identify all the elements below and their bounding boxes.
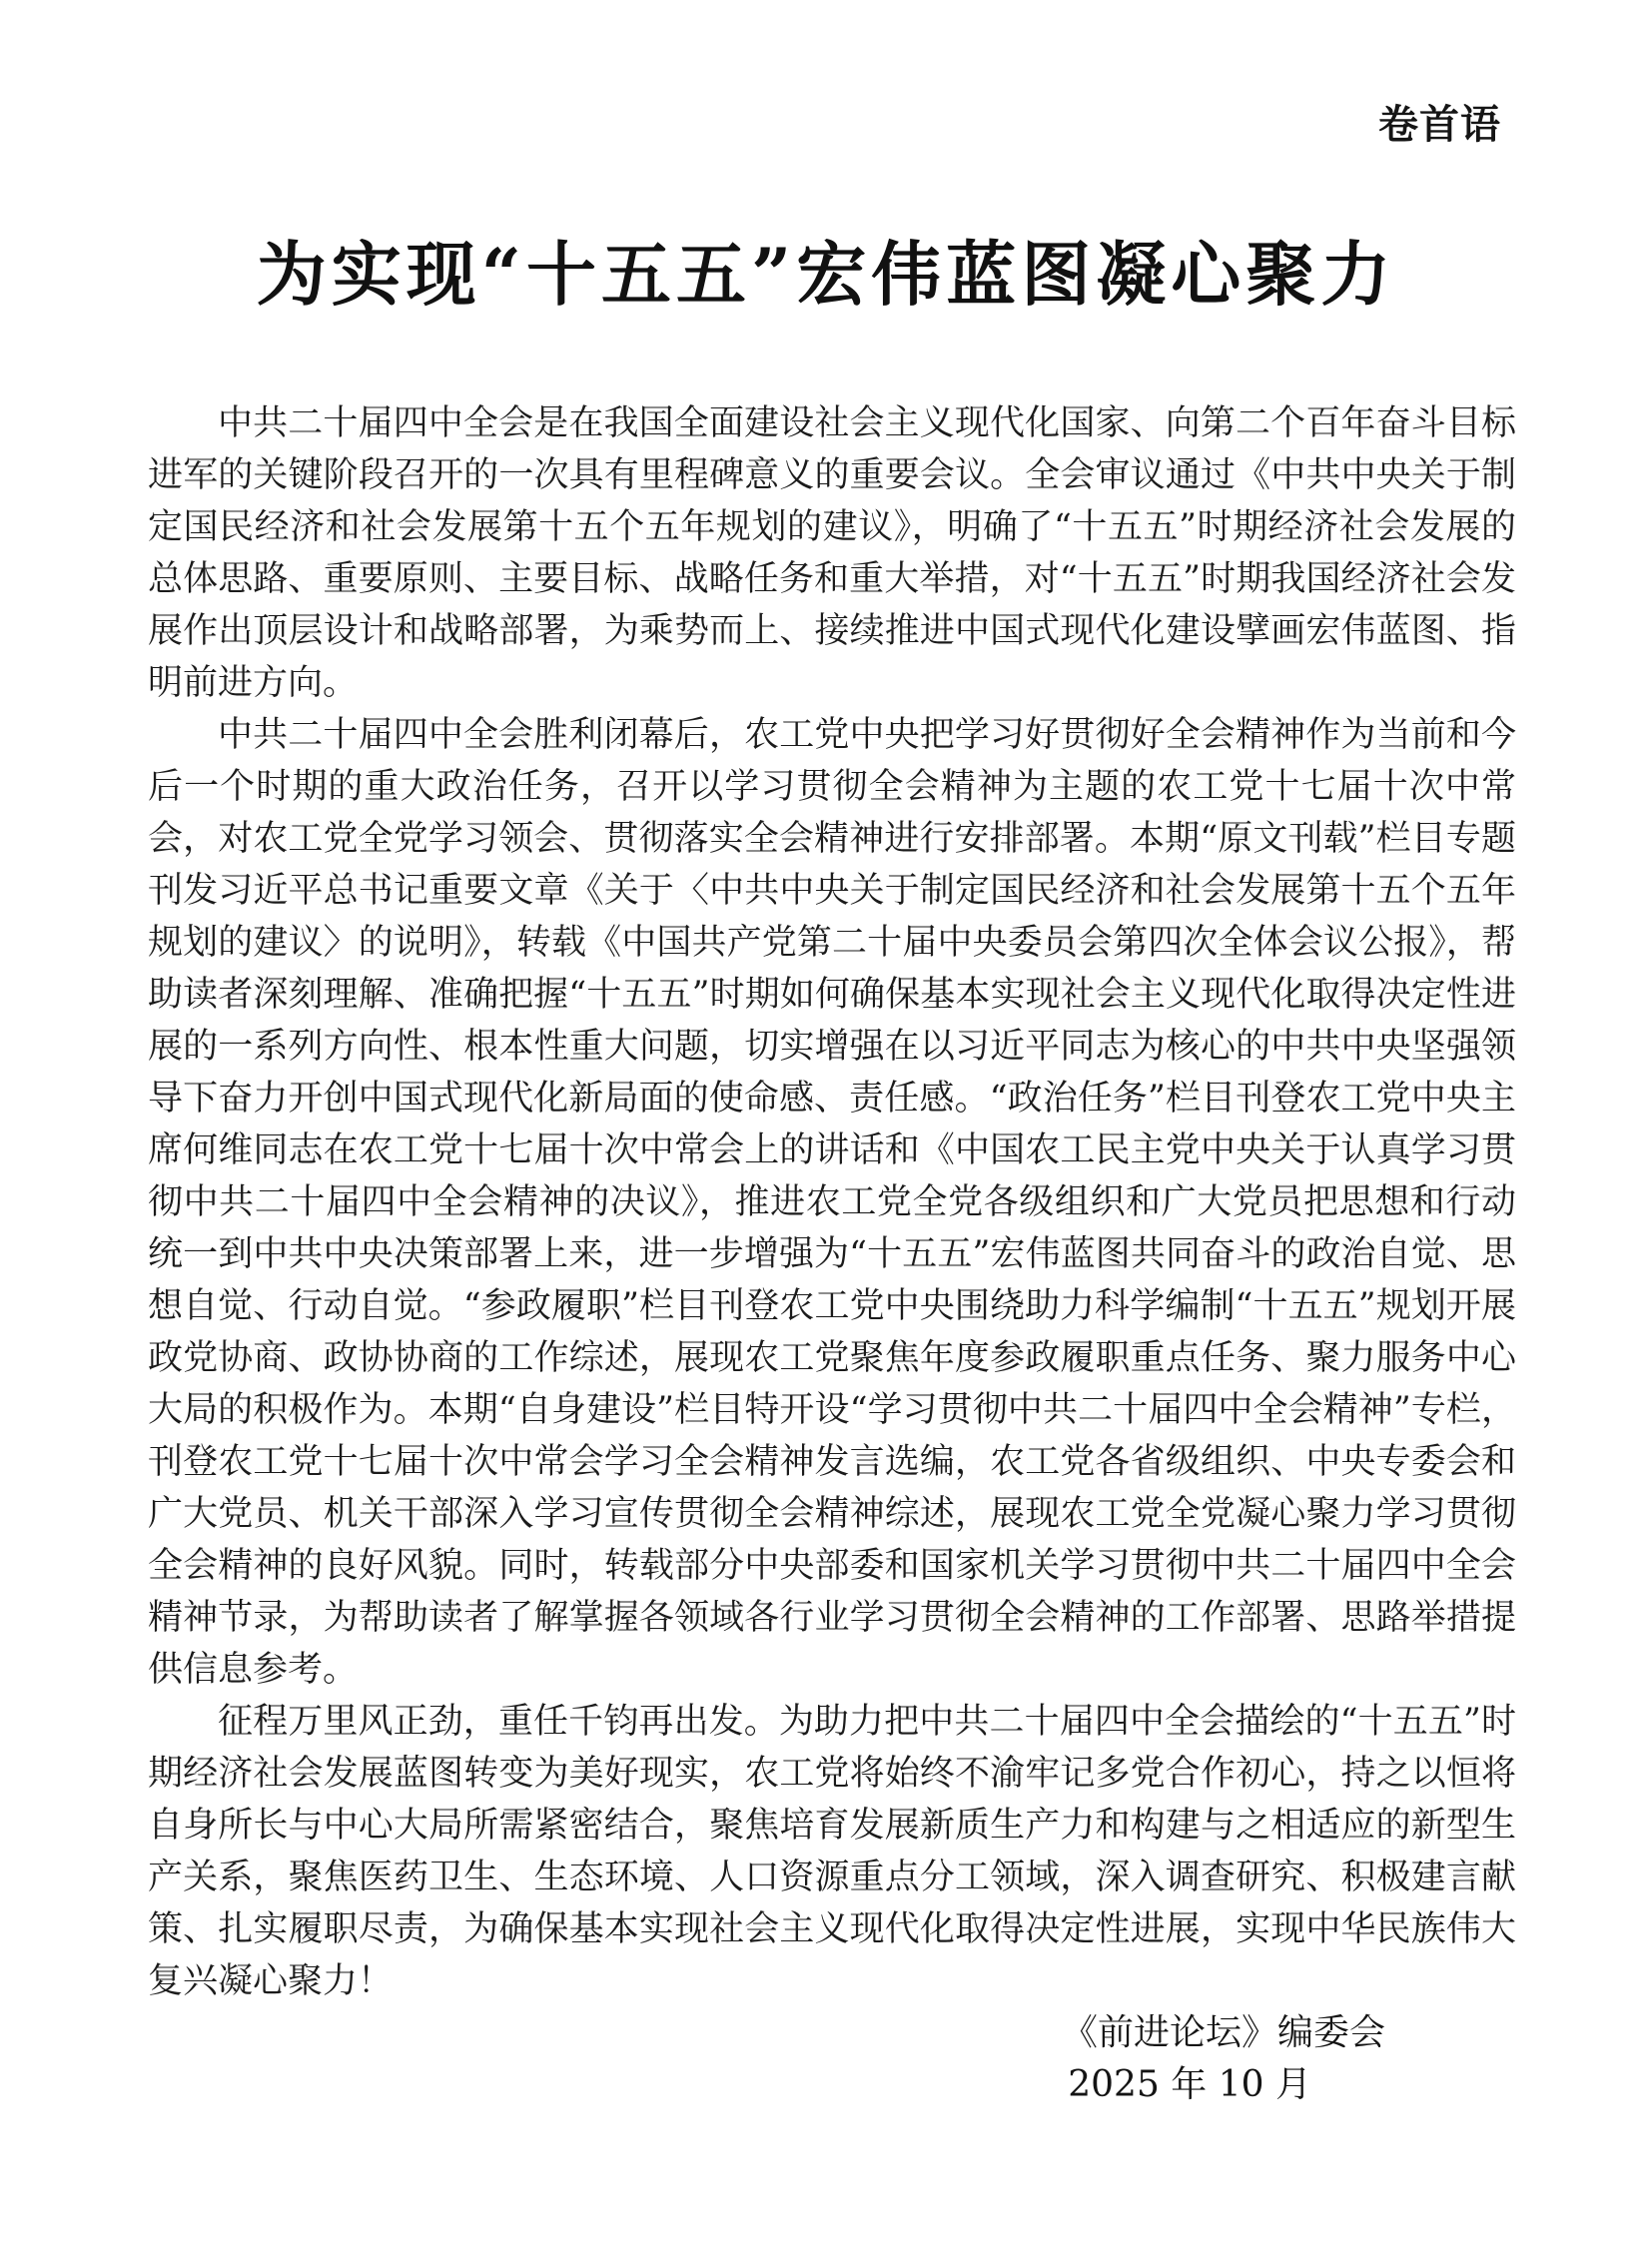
paragraph-1: 中共二十届四中全会是在我国全面建设社会主义现代化国家、向第二个百年奋斗目标进军的关键阶段召开的一次具有里程碑意义的重要会议。全会审议通过《中共中央关于制定国民经济和社会发展第十五个五年规划的建议》，明确了“十五五”时期经济社会发展的总体思路、重要原则、主要目标、战略任务和重大举措，对“十五五”时期我国经济社会发展作出顶层设计和战略部署，为乘势而上、接续推进中国式现代化建设擘画宏伟蓝图、指明前进方向。 [148,403,1516,703]
publication-date: 2025 年 10 月 [1068,2064,1311,2105]
article-body [148,397,1516,2111]
article-title: 为实现“十五五”宏伟蓝图凝心聚力 [256,233,1396,316]
paragraph-3: 征程万里风正劲，重任千钧再出发。为助力把中共二十届四中全会描绘的“十五五”时期经济社会发展蓝图转变为美好现实，农工党将始终不渝牢记多党合作初心，持之以恒将自身所长与中心大局所需紧密结合，聚焦培育发展新质生产力和构建与之相适应的新型生产关系，聚焦医药卫生、生态环境、人口资源重点分工领域，深入调查研究、积极建言献策、扎实履职尽责，为确保基本实现社会主义现代化取得决定性进展，实现中华民族伟大复兴凝心聚力！ [148,1702,1516,2001]
editorial-board-signature: 《前进论坛》编委会 [1061,2012,1385,2053]
paragraph-2: 中共二十届四中全会胜利闭幕后，农工党中央把学习好贯彻好全会精神作为当前和今后一个时期的重大政治任务，召开以学习贯彻全会精神为主题的农工党十七届十次中常会，对农工党全党学习领会、贯彻落实全会精神进行安排部署。本期“原文刊载”栏目专题刊发习近平总书记重要文章《关于〈中共中央关于制定国民经济和社会发展第十五个五年规划的建议〉的说明》，转载《中国共产党第二十届中央委员会第四次全体会议公报》，帮助读者深刻理解、准确把握“十五五”时期如何确保基本实现社会主义现代化取得决定性进展的一系列方向性、根本性重大问题，切实增强在以习近平同志为核心的中共中央坚强领导下奋力开创中国式现代化新局面的使命感、责任感。“政治任务”栏目刊登农工党中央主席何维同志在农工党十七届十次中常会上的讲话和《中国农工民主党中央关于认真学习贯彻中共二十届四中全会精神的决议》，推进农工党全党各级组织和广大党员把思想和行动统一到中共中央决策部署上来，进一步增强为“十五五”宏伟蓝图共同奋斗的政治自觉、思想自觉、行动自觉。“参政履职”栏目刊登农工党中央围绕助力科学编制“十五五”规划开展政党协商、政协协商的工作综述，展现农工党聚焦年度参政履职重点任务、聚力服务中心大局的积极作为。本期“自身建设”栏目特开设“学习贯彻中共二十届四中全会精神”专栏，刊登农工党十七届十次中常会学习全会精神发言选编，农工党各省级组织、中央专委会和广大党员、机关干部深入学习宣传贯彻全会精神综述，展现农工党全党凝心聚力学习贯彻全会精神的良好风貌。同时，转载部分中央部委和国家机关学习贯彻中共二十届四中全会精神节录，为帮助读者了解掌握各领域各行业学习贯彻全会精神的工作部署、思路举措提供信息参考。 [148,715,1516,1690]
section-label: 卷首语 [1378,102,1501,148]
